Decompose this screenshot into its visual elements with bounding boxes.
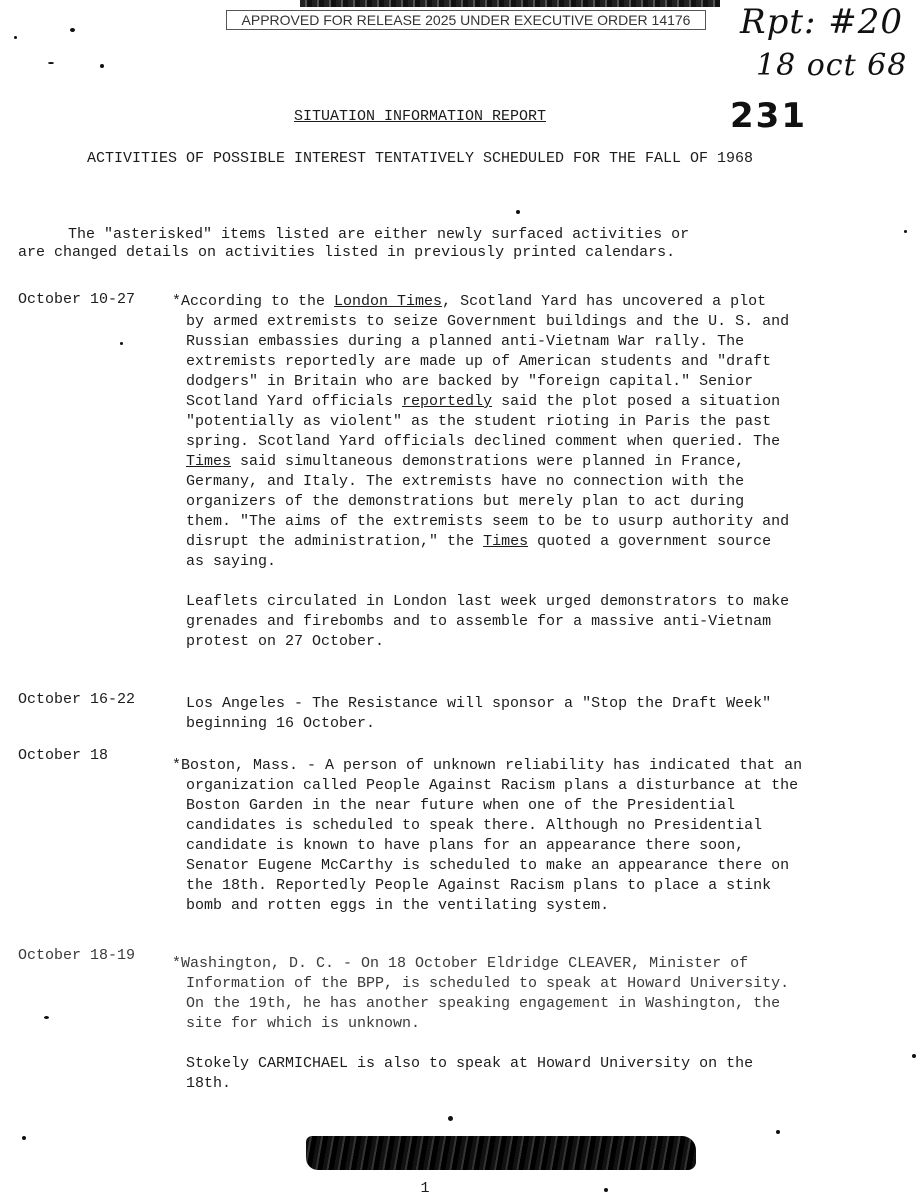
entry-date-oct-10-27: October 10-27 bbox=[18, 291, 136, 308]
scan-speck bbox=[448, 1116, 453, 1121]
scan-speck bbox=[44, 1016, 49, 1019]
entry-body-oct-18 bbox=[172, 756, 808, 916]
scan-speck bbox=[776, 1130, 780, 1134]
text-run: said simultaneous demonstrations were planned in France, Germany, and Italy. The extremists have no connection with the organizers of the demonstrations but merely plan to act during them. "The aims of the extremists seem to be to usurp authority and disrupt the administration," the bbox=[186, 453, 790, 550]
entry-paragraph: Los Angeles - The Resistance will sponsor a "Stop the Draft Week" beginning 16 October. bbox=[186, 695, 772, 732]
scan-speck bbox=[100, 64, 104, 68]
entry-paragraph: Stokely CARMICHAEL is also to speak at Howard University on the 18th. bbox=[186, 1055, 754, 1092]
scan-speck bbox=[70, 28, 75, 32]
release-stamp: APPROVED FOR RELEASE 2025 UNDER EXECUTIVE ORDER 14176 bbox=[226, 10, 706, 30]
publication-name: Times bbox=[186, 453, 232, 470]
entry-paragraph: *Washington, D. C. - On 18 October Eldridge CLEAVER, Minister of Information of the BPP, is scheduled to speak at Howard University. On the 19th, he has another speaking engagement in Washington, the site for which is unknown. bbox=[172, 955, 790, 1032]
text-run: , Scotland Yard has uncovered a plot by armed extremists to seize Government buildings and the U. S. and Russian embassies during a planned anti-Vietnam War rally. The extremists reportedly are made up of American students and "draft dodgers" in Britain who are backed by "foreign capital." Senior Scotland Yard officials bbox=[186, 293, 790, 410]
entry-paragraph: *Boston, Mass. - A person of unknown reliability has indicated that an organization called People Against Racism plans a disturbance at the Boston Garden in the near future when one of the Presidential candidates is scheduled to speak there. Although no Presidential candidate is known to have plans for an appearance there soon, Senator Eugene McCarthy is scheduled to make an appearance there on the 18th. Reportedly People Against Racism plans to place a stink bomb and rotten eggs in the ventilating system. bbox=[172, 757, 803, 914]
entry-body-oct-18-19 bbox=[172, 954, 798, 1094]
scan-speck bbox=[904, 230, 907, 233]
publication-name: Times bbox=[483, 533, 529, 550]
publication-name: London Times bbox=[334, 293, 443, 310]
scan-speck bbox=[912, 1054, 916, 1058]
handwritten-date: 18 oct 68 bbox=[756, 48, 908, 83]
scan-speck bbox=[604, 1188, 608, 1192]
report-title: SITUATION INFORMATION REPORT bbox=[293, 108, 547, 125]
redaction-bar-top bbox=[300, 0, 720, 7]
report-subtitle: ACTIVITIES OF POSSIBLE INTEREST TENTATIVELY SCHEDULED FOR THE FALL OF 1968 bbox=[86, 150, 754, 167]
entry-paragraph: Leaflets circulated in London last week urged demonstrators to make grenades and firebombs and to assemble for a massive anti-Vietnam protest on 27 October. bbox=[186, 593, 790, 650]
entry-body-oct-10-27 bbox=[172, 292, 792, 652]
text-run: *According to the bbox=[172, 293, 335, 310]
entry-paragraph bbox=[172, 292, 792, 572]
handwritten-report-number: Rpt: #20 bbox=[740, 2, 904, 42]
scan-speck bbox=[120, 342, 123, 345]
underlined-word: reportedly bbox=[402, 393, 493, 410]
entry-date-oct-16-22: October 16-22 bbox=[18, 691, 136, 708]
intro-paragraph: The "asterisked" items listed are either newly surfaced activities or are changed details on activities listed in previously printed calendars. bbox=[18, 226, 690, 261]
page-number: 1 bbox=[420, 1180, 430, 1197]
scan-speck bbox=[22, 1136, 26, 1140]
text-run: quoted a government source as saying. bbox=[186, 533, 772, 570]
text-run: said the plot posed a situation "potentially as violent" as the student rioting in Paris the past spring. Scotland Yard officials declined comment when queried. The bbox=[186, 393, 781, 450]
scan-speck bbox=[48, 62, 54, 64]
entry-date-oct-18-19: October 18-19 bbox=[18, 947, 136, 964]
handwritten-serial-number: 231 bbox=[730, 96, 807, 136]
entry-date-oct-18: October 18 bbox=[18, 747, 109, 764]
redaction-bar-bottom bbox=[306, 1136, 696, 1170]
entry-body-oct-16-22 bbox=[186, 694, 786, 734]
scan-speck bbox=[516, 210, 520, 214]
scan-speck bbox=[14, 36, 17, 39]
